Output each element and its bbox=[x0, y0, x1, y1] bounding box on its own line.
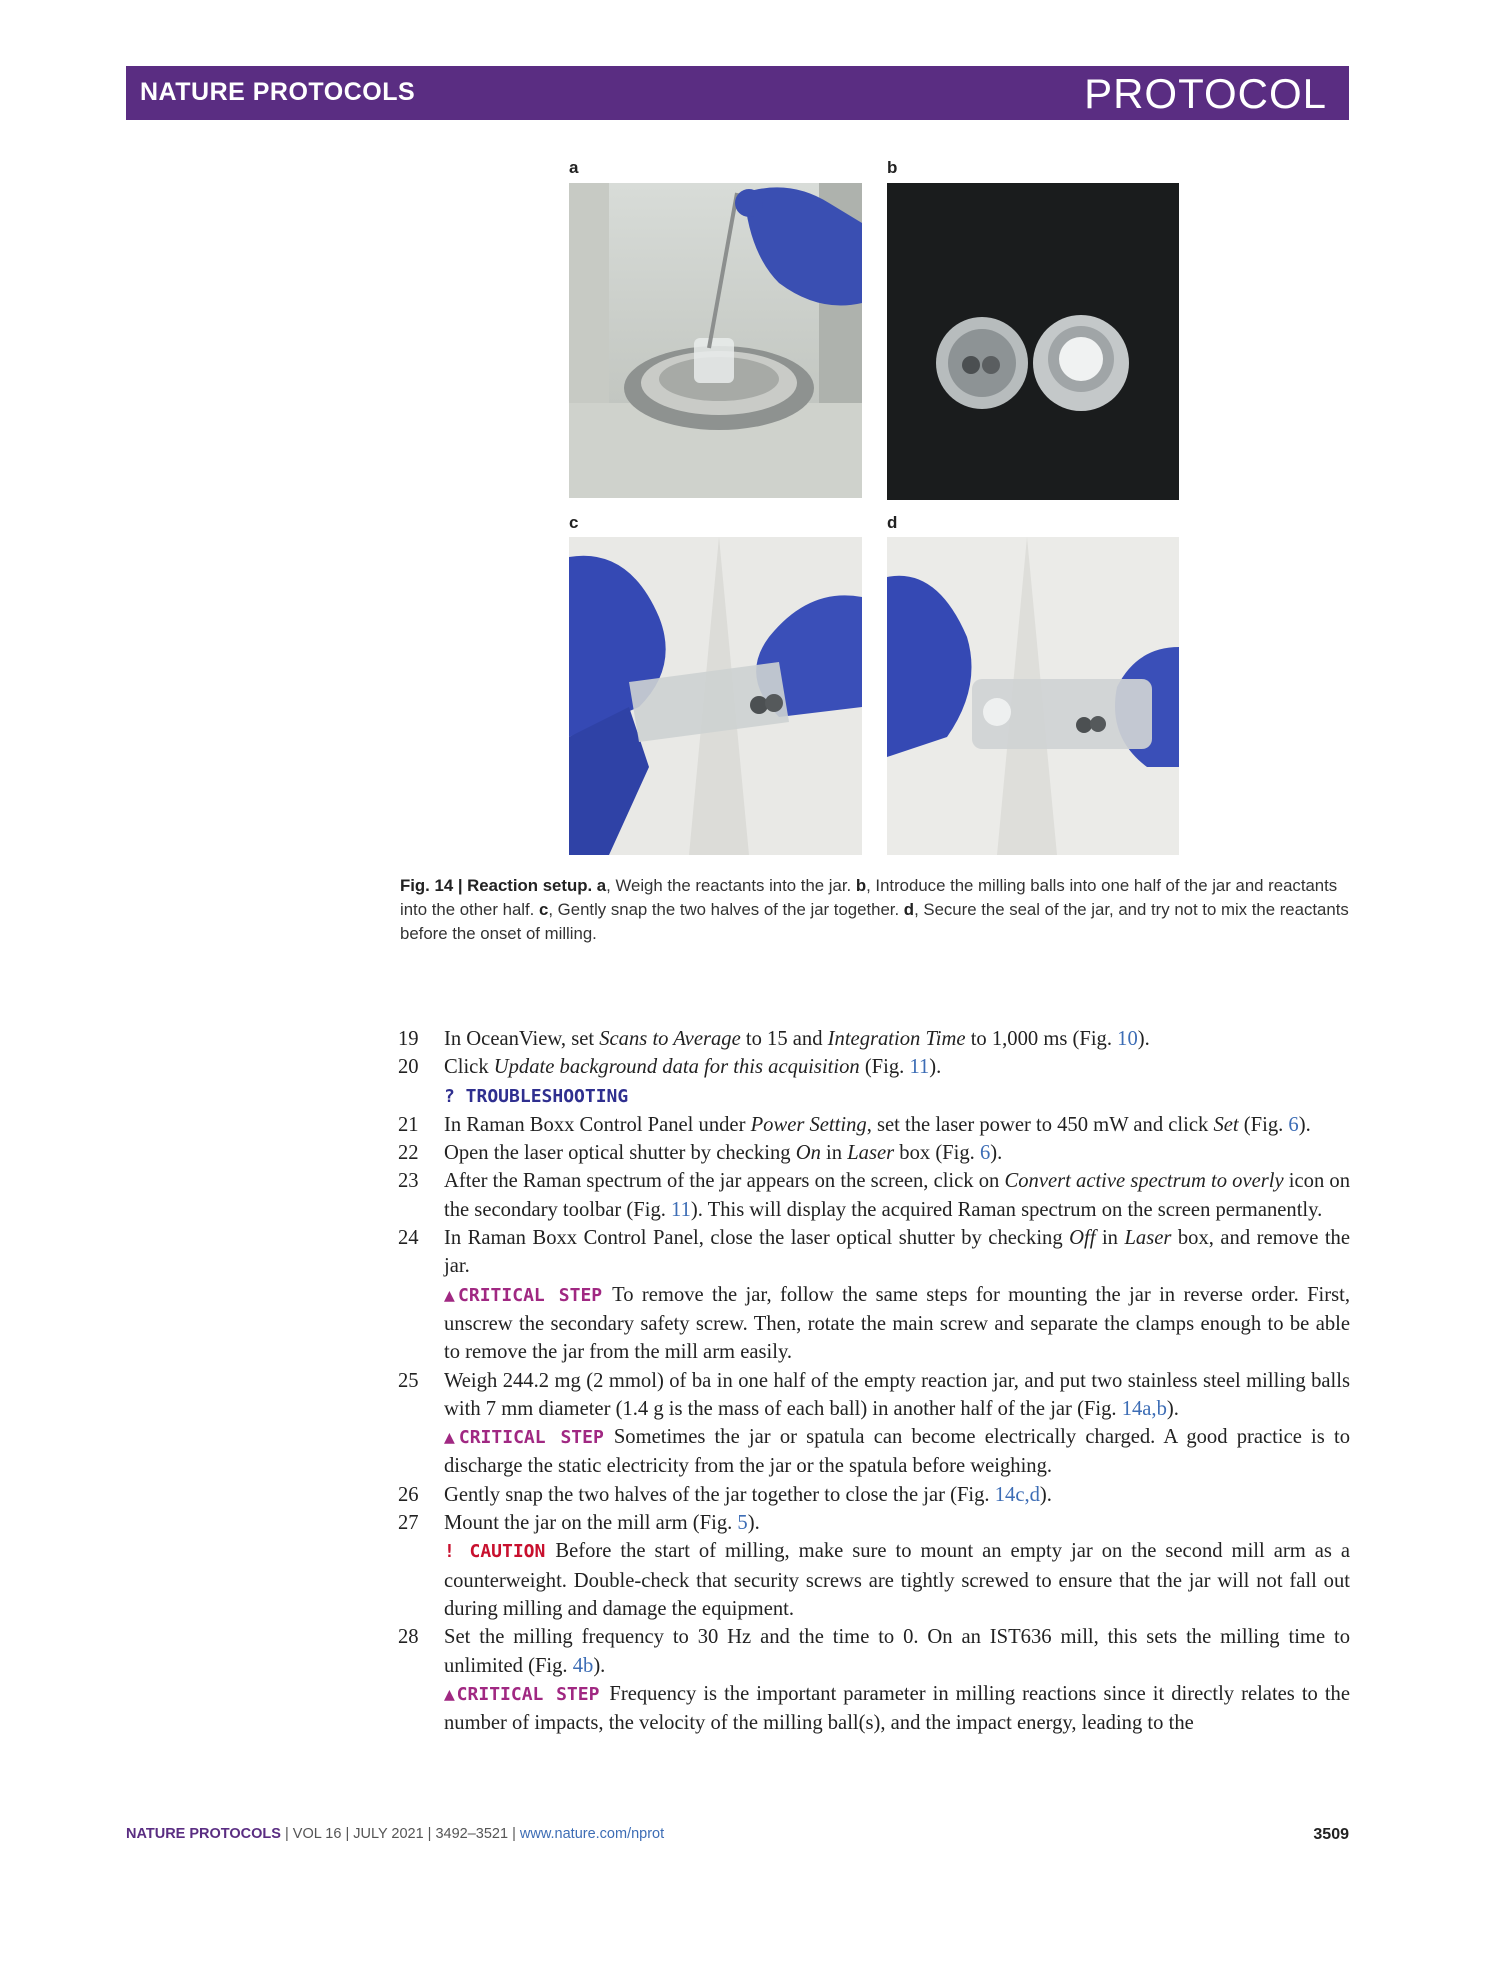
step-19 bbox=[398, 1025, 1350, 1053]
step-text: (Fig. bbox=[1238, 1113, 1289, 1136]
critical-step-tag: ▲CRITICAL STEP bbox=[444, 1427, 604, 1449]
figure-ref-link[interactable]: 4b bbox=[572, 1654, 594, 1677]
step-italic: Off bbox=[1069, 1227, 1096, 1250]
step-text: ). bbox=[747, 1512, 760, 1535]
step-italic: Set bbox=[1213, 1113, 1239, 1136]
step-24 bbox=[398, 1224, 1350, 1366]
step-text: Mount the jar on the mill arm (Fig. bbox=[444, 1512, 738, 1535]
step-italic: Scans to Average bbox=[599, 1028, 741, 1050]
step-28 bbox=[398, 1623, 1350, 1737]
step-text: ). bbox=[990, 1142, 1003, 1165]
step-text: box, and remove the jar. bbox=[444, 1227, 1350, 1278]
note-text: Frequency is the important parameter in milling reactions since it directly relates to the number of impacts, the velocity of the milling ball(s), and the impact energy, leading to the bbox=[444, 1682, 1350, 1735]
step-number: 24 bbox=[398, 1227, 419, 1250]
troubleshooting-tag: ? TROUBLESHOOTING bbox=[444, 1085, 629, 1107]
step-21 bbox=[398, 1111, 1350, 1139]
note-text: Sometimes the jar or spatula can become electrically charged. A good practice is to discharge the static electricity from the jar or the spatula before weighing. bbox=[444, 1426, 1351, 1478]
figure-ref-link[interactable]: 10 bbox=[1117, 1028, 1138, 1050]
panel-label-c: c bbox=[569, 513, 579, 532]
step-text: Open the laser optical shutter by checking bbox=[444, 1142, 796, 1165]
caption-panel-b: b bbox=[855, 876, 867, 895]
footer-separator: | bbox=[508, 1826, 520, 1842]
panel-label-d: d bbox=[887, 513, 898, 532]
step-text: ). bbox=[929, 1056, 942, 1079]
page-number: 3509 bbox=[1313, 1826, 1349, 1843]
procedure-steps bbox=[398, 1025, 1350, 1737]
step-number: 25 bbox=[398, 1369, 419, 1392]
critical-step-tag: ▲CRITICAL STEP bbox=[444, 1683, 600, 1705]
step-26 bbox=[398, 1481, 1350, 1509]
step-text: in bbox=[1095, 1227, 1125, 1250]
step-italic: Integration Time bbox=[827, 1028, 966, 1050]
journal-url-link[interactable]: www.nature.com/nprot bbox=[519, 1826, 665, 1842]
critical-step-tag: ▲CRITICAL STEP bbox=[444, 1284, 603, 1306]
figure-ref-link[interactable]: 5 bbox=[737, 1512, 748, 1535]
figure-ref-link[interactable]: 11 bbox=[671, 1198, 691, 1221]
step-italic: Laser bbox=[847, 1142, 895, 1165]
step-text: In Raman Boxx Control Panel, close the laser optical shutter by checking bbox=[444, 1227, 1070, 1250]
caption-text-b: , Introduce the milling balls into one half of the jar and reactants into the other half. bbox=[400, 876, 1338, 919]
caution-tag: ! CAUTION bbox=[444, 1541, 546, 1563]
figure-ref-link[interactable]: 14c,d bbox=[994, 1483, 1040, 1506]
caption-panel-d: d bbox=[903, 900, 915, 919]
step-text: In OceanView, set bbox=[444, 1028, 600, 1050]
footer-pages: 3492–3521 bbox=[435, 1826, 509, 1842]
step-25 bbox=[398, 1367, 1350, 1481]
step-27 bbox=[398, 1509, 1350, 1623]
step-text: (Fig. bbox=[859, 1056, 910, 1079]
step-italic: On bbox=[795, 1142, 821, 1165]
caption-panel-c: c bbox=[539, 900, 549, 919]
step-text: Click bbox=[444, 1056, 494, 1079]
step-text: ). bbox=[1166, 1397, 1179, 1420]
journal-header bbox=[126, 66, 1349, 120]
photo-jar-halves bbox=[887, 183, 1179, 500]
step-number: 22 bbox=[398, 1142, 419, 1165]
step-text: In Raman Boxx Control Panel under bbox=[444, 1113, 751, 1136]
photo-sealed-jar bbox=[887, 537, 1179, 855]
step-text: box (Fig. bbox=[894, 1142, 980, 1165]
step-text: ). bbox=[1298, 1113, 1311, 1136]
step-text: , set the laser power to 450 mW and click bbox=[866, 1113, 1214, 1136]
caution-note bbox=[444, 1537, 1350, 1623]
footer-separator: | bbox=[423, 1826, 436, 1842]
section-label: PROTOCOL bbox=[1084, 70, 1327, 117]
figure-ref-link[interactable]: 14a,b bbox=[1121, 1397, 1167, 1420]
step-text: to 15 and bbox=[740, 1028, 828, 1050]
step-number: 21 bbox=[398, 1113, 419, 1136]
step-number: 26 bbox=[398, 1483, 419, 1506]
note-text: Before the start of milling, make sure to mount an empty jar on the second mill arm as a counterweight. Double-check that security screws are tightly screwed to ensure that the jar will not fall out during milling and damage the equipment. bbox=[444, 1540, 1350, 1620]
critical-step-note bbox=[444, 1281, 1350, 1367]
step-text: ). This will display the acquired Raman spectrum on the screen permanently. bbox=[690, 1198, 1323, 1221]
step-number: 27 bbox=[398, 1512, 419, 1535]
photo-snapping-jar bbox=[569, 537, 862, 855]
journal-title: NATURE PROTOCOLS bbox=[140, 78, 416, 106]
step-text: ). bbox=[1039, 1483, 1052, 1506]
step-italic: Convert active spectrum to overly bbox=[1004, 1170, 1284, 1193]
step-20 bbox=[398, 1053, 1350, 1111]
footer-separator: | bbox=[280, 1826, 293, 1842]
step-italic: Laser bbox=[1124, 1227, 1172, 1250]
step-text: in bbox=[820, 1142, 848, 1165]
step-number: 28 bbox=[398, 1626, 419, 1649]
step-22 bbox=[398, 1139, 1350, 1167]
figure-ref-link[interactable]: 11 bbox=[909, 1056, 930, 1079]
footer-separator: | bbox=[341, 1826, 354, 1842]
step-text: ). bbox=[1137, 1028, 1150, 1050]
step-text: icon on the secondary toolbar (Fig. bbox=[444, 1170, 1350, 1221]
footer-journal: NATURE PROTOCOLS bbox=[126, 1826, 281, 1842]
step-italic: Power Setting bbox=[750, 1113, 867, 1136]
step-text: to 1,000 ms (Fig. bbox=[965, 1028, 1118, 1050]
step-text: ). bbox=[593, 1654, 606, 1677]
figure-label: Fig. 14 | Reaction setup. bbox=[400, 876, 593, 895]
note-text: To remove the jar, follow the same steps for mounting the jar in reverse order. First, unscrew the secondary safety screw. Then, rotate the main screw and separate the clamps enough to be able to remove the jar from the mill arm easily. bbox=[444, 1283, 1350, 1364]
step-italic: Update background data for this acquisition bbox=[493, 1056, 860, 1079]
step-text: Set the milling frequency to 30 Hz and the time to 0. On an IST636 mill, this sets the milling time to unlimited (Fig. bbox=[444, 1626, 1350, 1677]
figure-caption bbox=[400, 874, 1350, 946]
step-text: Weigh 244.2 mg (2 mmol) of ba in one half of the empty reaction jar, and put two stainless steel milling balls with 7 mm diameter (1.4 g is the mass of each ball) in another half of the jar (Fig. bbox=[444, 1369, 1350, 1420]
figure-ref-link[interactable]: 6 bbox=[979, 1142, 991, 1165]
caption-text-a: , Weigh the reactants into the jar. bbox=[606, 876, 852, 895]
step-number: 20 bbox=[398, 1056, 419, 1079]
footer-date: JULY 2021 bbox=[353, 1826, 424, 1842]
step-23 bbox=[398, 1167, 1350, 1224]
panel-label-b: b bbox=[887, 158, 898, 177]
caption-panel-a: a bbox=[596, 876, 607, 895]
step-text: After the Raman spectrum of the jar appears on the screen, click on bbox=[444, 1170, 1005, 1193]
photo-weighing-reactants bbox=[569, 183, 862, 498]
critical-step-note bbox=[444, 1680, 1350, 1738]
critical-step-note bbox=[444, 1423, 1350, 1481]
step-number: 23 bbox=[398, 1170, 419, 1193]
panel-label-a: a bbox=[569, 158, 579, 177]
caption-text-d: , Secure the seal of the jar, and try not to mix the reactants before the onset of milling. bbox=[400, 900, 1349, 943]
caption-text-c: , Gently snap the two halves of the jar together. bbox=[548, 900, 900, 919]
figure-ref-link[interactable]: 6 bbox=[1288, 1113, 1299, 1136]
page-footer bbox=[126, 1826, 1349, 1842]
footer-volume: VOL 16 bbox=[292, 1826, 342, 1842]
step-text: Gently snap the two halves of the jar together to close the jar (Fig. bbox=[444, 1483, 995, 1506]
step-number: 19 bbox=[398, 1028, 419, 1050]
